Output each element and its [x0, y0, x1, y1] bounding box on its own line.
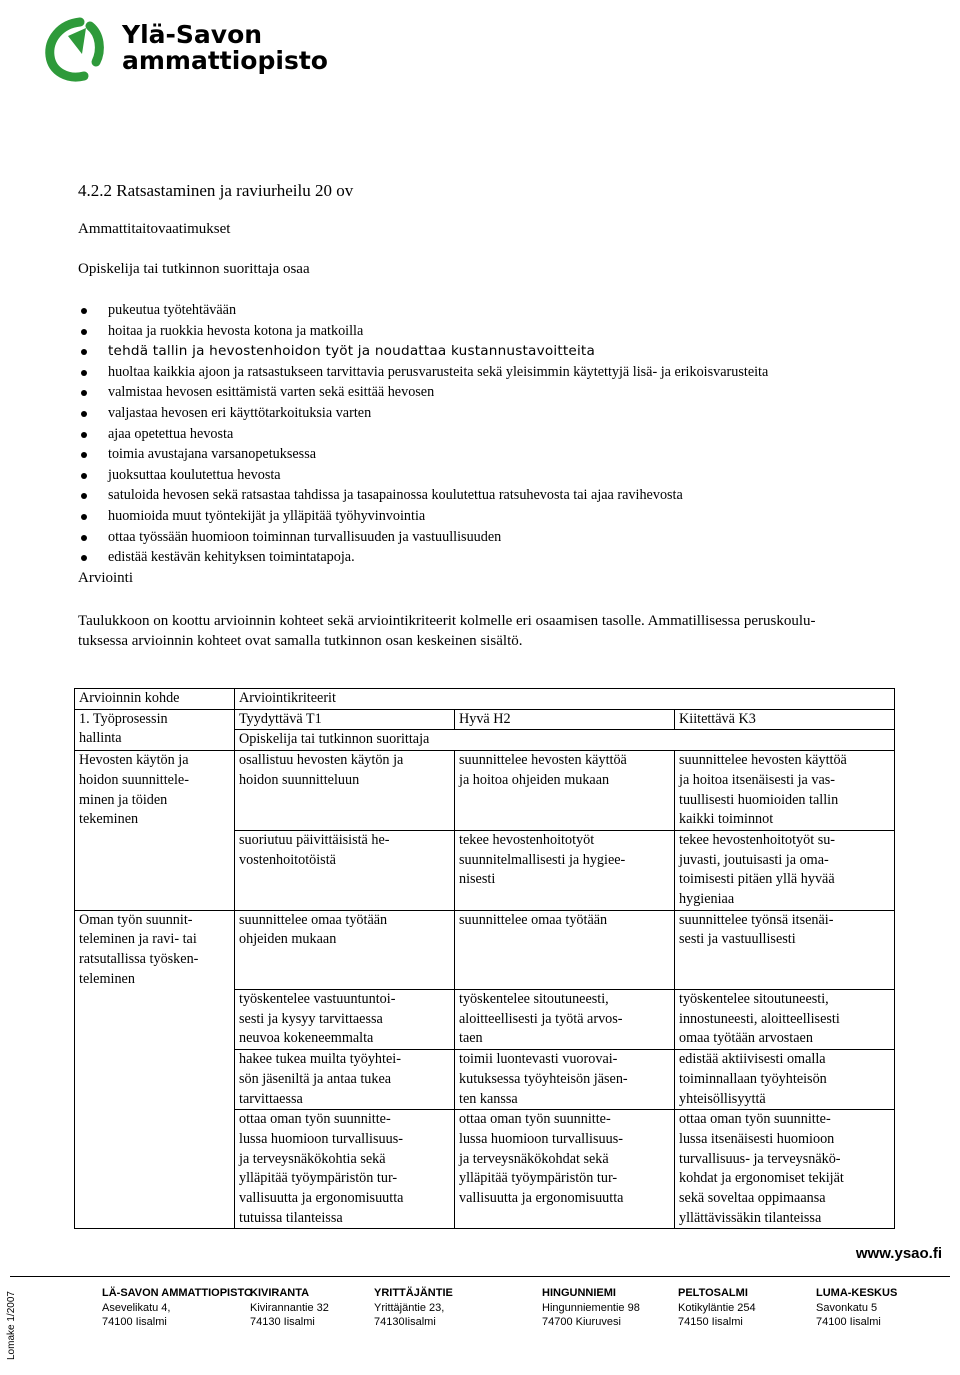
subject-cell: Opiskelija tai tutkinnon suorittaja	[235, 730, 895, 751]
cell-line: sön jäseniltä ja antaa tukea	[239, 1070, 392, 1087]
subheading: Ammattitaitovaatimukset	[78, 221, 231, 237]
cell-line: vallisuutta ja ergonomisuutta	[239, 1190, 404, 1207]
footer-col: LUMA-KESKUS Savonkatu 5 74100 Iisalmi	[816, 1287, 898, 1328]
cell-t1	[235, 910, 455, 989]
cell-line: vostenhoitotöistä	[239, 851, 336, 868]
cell-line: kohdat ja ergonomiset tekijät	[679, 1170, 844, 1187]
arviointi-title: Arviointi	[78, 570, 133, 586]
footer-col: KIVIRANTA Kivirannantie 32 74130 Iisalmi	[250, 1287, 329, 1328]
cell-line: vallisuutta ja ergonomisuutta	[459, 1190, 624, 1207]
level-k3: Kiitettävä K3	[675, 709, 895, 730]
header-cell-kriteerit: Arviointikriteerit	[235, 689, 895, 710]
table-row	[75, 1050, 895, 1110]
cell-line: sesti ja kysyy tarvittaessa	[239, 1010, 383, 1027]
list-item: juoksuttaa koulutettua hevosta	[78, 465, 768, 486]
cell-line: turvallisuus- ja terveysnäkö-	[679, 1150, 841, 1167]
cell-line: hoidon suunnitteluun	[239, 771, 360, 788]
table-row	[75, 830, 895, 910]
cell-h2	[455, 990, 675, 1050]
header-cell-kohde: Arvioinnin kohde	[75, 689, 235, 710]
cell-line: kutuksessa työyhteisön jäsen-	[459, 1070, 628, 1087]
cell-line: aloitteellisesti ja työtä arvos-	[459, 1010, 623, 1027]
cell-line: tutuissa tilanteissa	[239, 1209, 343, 1226]
cell-line: työskentelee vastuuntuntoi-	[239, 991, 396, 1008]
cell-kohde	[75, 830, 235, 910]
cell-line: nisesti	[459, 871, 496, 888]
footer-col: PELTOSALMI Kotikyläntie 254 74150 Iisalmi	[678, 1287, 756, 1328]
cell-line: sesti ja vastuullisesti	[679, 931, 796, 948]
paragraph-line: tuksessa arvioinnin kohteet ovat samalla tutkinnon osan keskeinen sisältö.	[78, 633, 523, 649]
cell-kohde	[75, 1050, 235, 1110]
cell-t1	[235, 830, 455, 910]
cell-line: ja hoitoa ohjeiden mukaan	[459, 771, 610, 788]
cell-line: ottaa oman työn suunnitte-	[679, 1111, 831, 1128]
cell-line: tekeminen	[79, 811, 139, 828]
cell-line: työskentelee sitoutuneesti,	[679, 991, 829, 1008]
cell-line: suunnittelee työnsä itsenäi-	[679, 911, 834, 928]
assessment-paragraph	[78, 611, 918, 651]
cell-line: teleminen ja ravi- tai	[79, 931, 197, 948]
cell-h2	[455, 1110, 675, 1229]
list-item: toimia avustajana varsanopetuksessa	[78, 444, 768, 465]
cell-line: tarvittaessa	[239, 1090, 303, 1107]
cell-line: toiminnallaan työyhteisön	[679, 1070, 827, 1087]
footer-col: HINGUNNIEMI Hingunniementie 98 74700 Kiuruvesi	[542, 1287, 640, 1328]
cell-line: minen ja töiden	[79, 791, 168, 808]
cell-line: suunnittelee omaa työtään	[239, 911, 388, 928]
list-item: valjastaa hevosen eri käyttötarkoituksia varten	[78, 403, 768, 424]
cell-line: ten kanssa	[459, 1090, 518, 1107]
cell-line: hakee tukea muilta työyhtei-	[239, 1051, 401, 1068]
cell-line: tekee hevostenhoitotyöt	[459, 831, 595, 848]
cell-line: suoriutuu päivittäisistä he-	[239, 831, 390, 848]
cell-line: ja hoitoa itsenäisesti ja vas-	[679, 771, 836, 788]
cell-line: suunnittelee omaa työtään	[459, 911, 608, 928]
list-item: huoltaa kaikkia ajoon ja ratsastukseen tarvittavia perusvarusteita sekä yleisimmin käytettyjä lisä- ja erikoisvarusteita	[78, 362, 768, 383]
list-item: tehdä tallin ja hevostenhoidon työt ja noudattaa kustannustavoitteita	[78, 341, 768, 362]
level-t1: Tyydyttävä T1	[235, 709, 455, 730]
cell-kohde	[75, 1110, 235, 1229]
cell-line: tuullisesti huomioiden tallin	[679, 791, 839, 808]
cell-kohde	[75, 751, 235, 831]
cell-line: ottaa oman työn suunnitte-	[459, 1111, 611, 1128]
cell-line: ja terveysnäkökohtia sekä	[239, 1150, 386, 1167]
list-item: satuloida hevosen sekä ratsastaa tahdissa ja tasapainossa koulutettua ratsuhevosta tai ajaa ravihevosta	[78, 485, 768, 506]
cell-line: omaa työtään arvostaen	[679, 1030, 813, 1047]
cell-k3	[675, 1050, 895, 1110]
footer-col: YRITTÄJÄNTIE Yrittäjäntie 23, 74130Iisalmi	[374, 1287, 453, 1328]
section-heading: 4.2.2 Ratsastaminen ja raviurheilu 20 ov	[78, 181, 354, 200]
form-code: Lomake 1/2007	[6, 1291, 17, 1360]
cell-line: osallistuu hevosten käytön ja	[239, 752, 404, 769]
list-item: edistää kestävän kehityksen toimintatapoja.	[78, 547, 768, 568]
footer-divider	[10, 1276, 950, 1277]
cell-h2	[455, 1050, 675, 1110]
list-item: ottaa työssään huomioon toiminnan turvallisuuden ja vastuullisuuden	[78, 527, 768, 548]
cell-line: tekee hevostenhoitotyöt su-	[679, 831, 836, 848]
criteria-table	[74, 688, 895, 1229]
cell-h2	[455, 751, 675, 831]
cell-k3	[675, 990, 895, 1050]
level-h2: Hyvä H2	[455, 709, 675, 730]
list-item: hoitaa ja ruokkia hevosta kotona ja matkoilla	[78, 321, 768, 342]
cell-line: kaikki toiminnot	[679, 811, 774, 828]
cell-line: ratsutallissa työsken-	[79, 951, 199, 968]
cell-line: lussa itsenäisesti huomioon	[679, 1130, 835, 1147]
cell-t1	[235, 751, 455, 831]
cell-line: lussa huomioon turvallisuus-	[239, 1130, 403, 1147]
cell-line: lussa huomioon turvallisuus-	[459, 1130, 623, 1147]
group-label: hallinta	[79, 730, 122, 747]
table-row	[75, 990, 895, 1050]
list-item: ajaa opetettua hevosta	[78, 424, 768, 445]
cell-k3	[675, 751, 895, 831]
cell-line: suunnitelmallisesti ja hygiee-	[459, 851, 626, 868]
cell-line: suunnittelee hevosten käyttöä	[679, 752, 847, 769]
group-cell	[75, 709, 235, 750]
cell-k3	[675, 910, 895, 989]
cell-line: yhteisöllisyyttä	[679, 1090, 766, 1107]
website-url: www.ysao.fi	[855, 1245, 942, 1262]
cell-t1	[235, 1050, 455, 1110]
intro-text: Opiskelija tai tutkinnon suorittaja osaa	[78, 261, 310, 277]
cell-line: edistää aktiivisesti omalla	[679, 1051, 826, 1068]
cell-line: sekä soveltaa oppimaansa	[679, 1190, 826, 1207]
cell-line: toimisesti pitäen yllä hyvää	[679, 871, 835, 888]
footer-col: LÄ-SAVON AMMATTIOPISTO Asevelikatu 4, 74100 Iisalmi	[102, 1287, 253, 1328]
cell-line: neuvoa kokeneemmalta	[239, 1030, 374, 1047]
cell-h2	[455, 830, 675, 910]
logo-text-line1: Ylä-Savon	[122, 20, 263, 49]
cell-kohde	[75, 910, 235, 989]
cell-h2	[455, 910, 675, 989]
cell-line: ylläpitää työympäristön tur-	[459, 1170, 618, 1187]
cell-line: ylläpitää työympäristön tur-	[239, 1170, 398, 1187]
table-row	[75, 1110, 895, 1229]
list-item: pukeutua työtehtävään	[78, 300, 768, 321]
cell-line: innostuneesti, aloitteellisesti	[679, 1010, 840, 1027]
paragraph-line: Taulukkoon on koottu arvioinnin kohteet sekä arviointikriteerit kolmelle eri osaamisen tasolle. Ammatillisessa peruskoulu-	[78, 613, 816, 629]
cell-line: ottaa oman työn suunnitte-	[239, 1111, 391, 1128]
cell-line: toimii luontevasti vuorovai-	[459, 1051, 618, 1068]
cell-line: ja terveysnäkökohdat sekä	[459, 1150, 609, 1167]
cell-line: yllättävissäkin tilanteissa	[679, 1209, 822, 1226]
cell-line: juvasti, joutuisasti ja oma-	[679, 851, 829, 868]
cell-line: Oman työn suunnit-	[79, 911, 193, 928]
cell-kohde	[75, 990, 235, 1050]
cell-line: hoidon suunnittele-	[79, 771, 189, 788]
cell-line: työskentelee sitoutuneesti,	[459, 991, 609, 1008]
table-row	[75, 910, 895, 989]
list-item: huomioida muut työntekijät ja ylläpitää työhyvinvointia	[78, 506, 768, 527]
table-row	[75, 751, 895, 831]
cell-k3	[675, 1110, 895, 1229]
cell-line: ohjeiden mukaan	[239, 931, 337, 948]
logo-text-line2: ammattiopisto	[122, 46, 328, 75]
list-item: valmistaa hevosen esittämistä varten sekä esittää hevosen	[78, 382, 768, 403]
cell-k3	[675, 830, 895, 910]
skills-list	[78, 300, 768, 568]
cell-t1	[235, 1110, 455, 1229]
cell-line: taen	[459, 1030, 483, 1047]
group-label: 1. Työprosessin	[79, 710, 168, 727]
cell-line: suunnittelee hevosten käyttöä	[459, 752, 627, 769]
cell-line: teleminen	[79, 970, 135, 987]
cell-line: hygieniaa	[679, 891, 735, 908]
cell-t1	[235, 990, 455, 1050]
cell-line: Hevosten käytön ja	[79, 752, 189, 769]
